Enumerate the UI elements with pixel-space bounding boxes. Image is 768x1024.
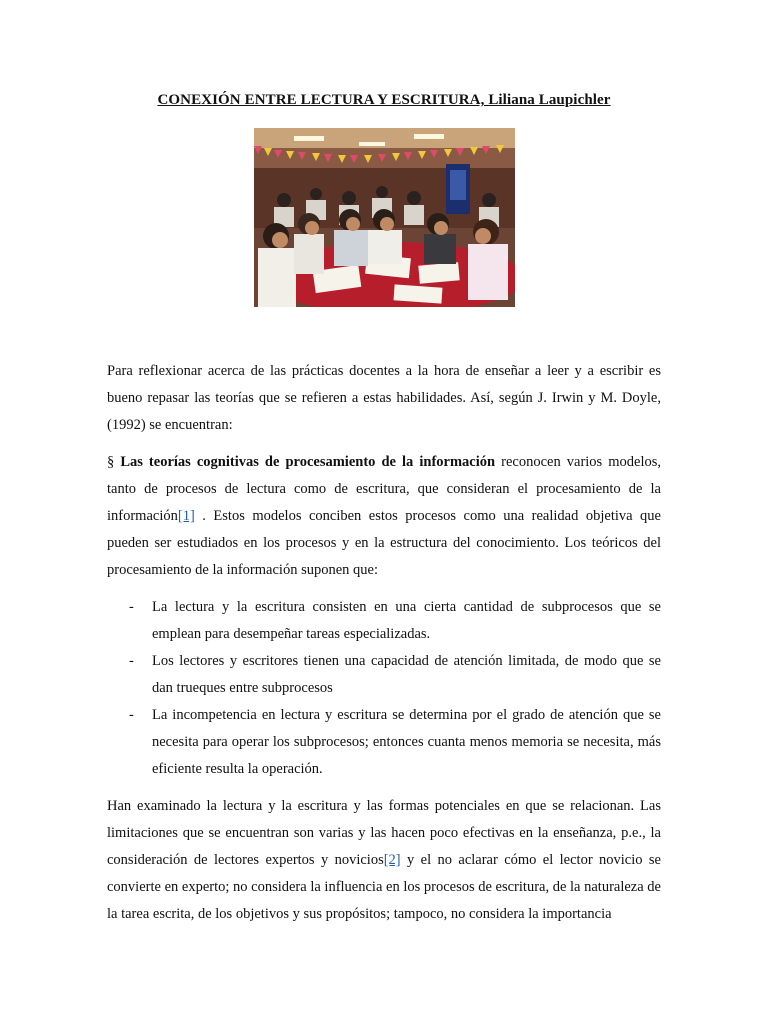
footnote-link-1[interactable]: [1] <box>177 508 195 524</box>
closing-paragraph <box>107 793 661 928</box>
section-marker: § <box>107 454 115 470</box>
section-text-b: . Estos modelos conciben estos procesos como una realidad objetiva que pueden ser estudiados en los procesos y en la estructura del conocimiento. Los teóricos del procesamiento de la información suponen que: <box>107 508 661 578</box>
document-title: CONEXIÓN ENTRE LECTURA Y ESCRITURA, Liliana Laupichler <box>157 92 611 108</box>
closing-text-b: y el no aclarar cómo el lector novicio se convierte en experto; no considera la influencia en los procesos de escritura, de la naturaleza de la tarea escrita, de los objetivos y sus propósitos; tampoco, no considera la importancia <box>107 852 661 922</box>
classroom-photo <box>254 128 515 307</box>
section-heading: Las teorías cognitivas de procesamiento de la información <box>120 454 496 470</box>
intro-paragraph: Para reflexionar acerca de las prácticas docentes a la hora de enseñar a leer y a escribir es bueno repasar las teorías que se refieren a estas habilidades. Así, según J. Irwin y M. Doyle, (1992) se encuentran: <box>107 363 661 433</box>
list-item-text: La incompetencia en lectura y escritura se determina por el grado de atención que se necesita para operar los subprocesos; entonces cuanta menos memoria se necesita, más eficiente resulta la operación. <box>152 707 661 777</box>
footnote-link-2[interactable]: [2] <box>383 852 401 868</box>
bullet-dash: - <box>129 707 134 723</box>
bullet-dash: - <box>129 599 134 615</box>
list-item-text: La lectura y la escritura consisten en una cierta cantidad de subprocesos que se emplean para desempeñar tareas especializadas. <box>152 599 661 642</box>
closing-text-a: Han examinado la lectura y la escritura y las formas potenciales en que se relacionan. Las limitaciones que se encuentran son varias y las hacen poco efectivas en la enseñanza, p.e., la consideración de lectores expertos y novicios <box>107 798 661 868</box>
list-item <box>107 594 661 648</box>
section-text-a: reconocen varios modelos, tanto de procesos de lectura como de escritura, que consideran el procesamiento de la información <box>107 454 661 524</box>
bullet-list <box>107 594 661 783</box>
bullet-dash: - <box>129 653 134 669</box>
list-item <box>107 702 661 783</box>
list-item-text: Los lectores y escritores tienen una capacidad de atención limitada, de modo que se dan trueques entre subprocesos <box>152 653 661 696</box>
list-item <box>107 648 661 702</box>
document-body <box>107 358 661 938</box>
section-paragraph <box>107 449 661 584</box>
